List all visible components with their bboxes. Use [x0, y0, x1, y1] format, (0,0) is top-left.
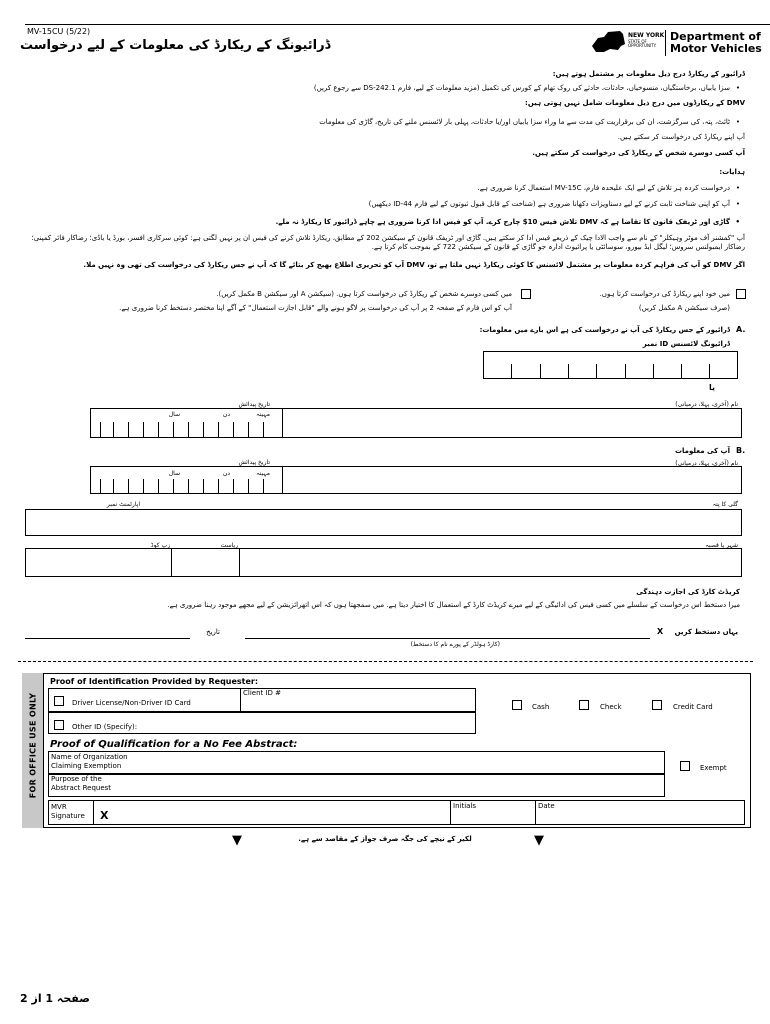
dept-name-line2: Motor Vehicles [670, 42, 762, 55]
zip-label: زپ کوڈ [150, 542, 170, 549]
credit-card-checkbox[interactable] [652, 700, 662, 710]
proof-id-heading: Proof of Identification Provided by Requester: [50, 677, 259, 686]
license-cell-divider [511, 364, 512, 379]
b-month-label: مہینہ [256, 470, 270, 477]
street-address-input[interactable] [25, 509, 742, 536]
mvr-x-mark: X [100, 809, 109, 822]
office-use-sidebar [22, 673, 44, 828]
organization-label: Name of Organization Claiming Exemption [51, 753, 128, 770]
down-arrow-icon: ▼ [534, 833, 544, 848]
credit-heading: کریڈٹ کارڈ کی اجازت دہندگی [636, 588, 740, 596]
date-cell-divider [158, 479, 159, 494]
organization-row [48, 751, 665, 774]
a-day-label: دن [222, 411, 230, 418]
date-cell-divider [188, 479, 189, 494]
form-title: ڈرائیونگ کے ریکارڈ کی معلومات کے لیے درخواست [20, 38, 331, 53]
instruction-3: • گاڑی اور ٹریفک قانون کا تقاضا ہے کہ DMV تلاش فیس 10$ چارج کرے. آپ کو فیس ادا کرنا ضروری ہے چاہے ڈرائیور کا ریکارڈ نہ ملے. [200, 218, 730, 227]
fee-paragraph: آپ "کمشنر آف موٹر وہیکلز" کے نام سے واجب الادا چیک کے ذریعے فیس ادا کر سکتے ہیں. گاڑی اور ٹریفک قانون کے سیکشن 202 کے مطابق، ریکارڈ تلاش کرنے کی فیس ان پر نہیں لگتی ہے: کوئی سرکاری افسر، بورڈ یا باڈی؛ رضاکار فائر کمپنی؛ رضاکار ایمبولنس سروس؛ لیگل ایڈ بیورو، سوسائٹی یا پرائیوٹ ادارہ جو گاڑی کے قانون کے سیکشن 722 کے بموجب کام کرتا ہے. [31, 234, 745, 251]
section-b-heading: آپ کی معلومات [675, 447, 730, 455]
license-id-label: ڈرائیونگ لائسنس ID نمبر [642, 340, 730, 348]
date-cell-divider [113, 422, 114, 438]
date-cell-divider [218, 422, 219, 438]
credit-card-label: Credit Card [673, 703, 713, 711]
initials-label: Initials [453, 802, 477, 810]
date-cell-divider [113, 479, 114, 494]
other-record-label: میں کسی دوسرے شخص کے ریکارڈ کی درخواست کرتا ہوں. (سیکشن A اور سیکشن B مکمل کریں). [216, 290, 512, 298]
date-cell-divider [173, 422, 174, 438]
date-cell-divider [233, 422, 234, 438]
ny-state-logo [590, 28, 670, 58]
date-label: تاریخ [206, 628, 220, 636]
a-year-label: سال [168, 411, 180, 418]
logo-text-mid: STATE OF [628, 39, 647, 44]
date-cell-divider [158, 422, 159, 438]
form-number: MV-15CU (5/22) [27, 27, 91, 36]
cardholder-note: (کارڈ ہولڈر کے پورے نام کا دستخط) [410, 641, 500, 648]
license-cell-divider [709, 364, 710, 379]
dept-name-line1: Department of [670, 30, 761, 43]
other-record-note: آپ کو اس فارم کے صفحہ 2 پر آپ کی درخواست پر لاگو ہونے والے "قابل اجازت استعمال" کے آگے اپنا مختصر دستخط کرنا ضروری ہے. [119, 304, 512, 312]
includes-heading: ڈرائیور کے ریکارڈ درج ذیل معلومات پر مشتمل ہوتے ہیں: [552, 70, 745, 78]
signature-line[interactable] [245, 638, 650, 639]
date-cell-divider [248, 479, 249, 494]
client-id-label: Client ID # [243, 689, 282, 697]
state-label: ریاست [220, 542, 238, 549]
date-cell-divider [173, 479, 174, 494]
dl-checkbox[interactable] [54, 696, 64, 706]
office-use-label: FOR OFFICE USE ONLY [28, 692, 38, 799]
license-cell-divider [540, 364, 541, 379]
line-self: آپ اپنے ریکارڈ کی درخواست کر سکتے ہیں. [617, 133, 745, 141]
self-record-label: میں خود اپنے ریکارڈ کی درخواست کرتا ہوں. [599, 290, 730, 298]
date-cell-divider [203, 422, 204, 438]
instruction-1: • درخواست کردہ ہر تلاش کے لیے ایک علیحدہ فارم، MV-15C استعمال کرنا ضروری ہے. [300, 184, 730, 193]
date-cell-divider [128, 479, 129, 494]
excludes-heading: DMV کے ریکارڈوں میں درج ذیل معلومات شامل نہیں ہوتی ہیں: [525, 99, 745, 107]
b-dob-label: تاریخ پیدائش [238, 459, 270, 466]
a-dob-label: تاریخ پیدائش [238, 401, 270, 408]
license-cell-divider [596, 364, 597, 379]
check-label: Check [600, 703, 622, 711]
mvr-signature-label: MVR Signature [51, 803, 85, 820]
includes-item: • سزا یابیاں، برخاستگیاں، منسوخیاں، حادثات، حادثے کی روک تھام کے کورس کی تکمیل (مزید معلومات کے لیے، فارم DS-242.1 سے رجوع کریں) [150, 84, 730, 93]
logo-text-top: NEW YORK [628, 32, 665, 39]
date-cell-divider [263, 479, 264, 494]
credit-date-line[interactable] [25, 638, 190, 639]
section-b-letter: B. [736, 446, 746, 455]
cash-checkbox[interactable] [512, 700, 522, 710]
license-cell-divider [653, 364, 654, 379]
page-number: صفحہ 1 از 2 [20, 992, 90, 1005]
mvr-date-label: Date [538, 802, 555, 810]
b-day-label: دن [222, 470, 230, 477]
purpose-label: Purpose of the Abstract Request [51, 775, 112, 792]
date-cell-divider [188, 422, 189, 438]
street-label: گلی کا پتہ [712, 501, 738, 508]
not-found-paragraph: اگر DMV کو آپ کی فراہم کردہ معلومات پر مشتمل لائسنس کا کوئی ریکارڈ نہیں ملتا ہے تو، DMV آپ کو تحریری اطلاع بھیج کر بتائے گا کہ آپ نے جس ریکارڈ کی درخواست کی تھی وہ نہیں ملا. [83, 261, 745, 269]
qualification-heading: Proof of Qualification for a No Fee Abstract: [50, 739, 298, 750]
line-below-note: لکیر کے نیچے کی جگہ صرف جواز کے مقاصد سے ہے. [298, 835, 472, 843]
exempt-checkbox[interactable] [680, 761, 690, 771]
other-id-checkbox[interactable] [54, 720, 64, 730]
city-label: شہر یا قصبہ [705, 542, 738, 549]
section-a-heading: ڈرائیور کے جس ریکارڈ کی آپ نے درخواست کی ہے اس بارے میں معلومات: [479, 326, 730, 334]
mvr-row [48, 800, 745, 825]
dl-label: Driver License/Non-Driver ID Card [72, 699, 191, 707]
line-other: آپ کسی دوسرے شخص کے ریکارڈ کی درخواست کر سکتے ہیں. [532, 149, 745, 157]
section-a-letter: A. [736, 325, 746, 334]
self-record-checkbox[interactable] [736, 289, 746, 299]
credit-text: میرا دستخط اس درخواست کے سلسلے میں کسی فیس کی ادائیگی کے لیے میرے کریڈٹ کارڈ کے استعمال کا اختیار دیتا ہے. میں سمجھتا ہوں کہ اس اتھرائزیشن کے لیے مجھے موجود رہنا ضروری ہے. [167, 601, 740, 609]
instructions-heading: ہدایات: [719, 168, 745, 176]
date-cell-divider [233, 479, 234, 494]
check-checkbox[interactable] [579, 700, 589, 710]
license-cell-divider [568, 364, 569, 379]
or-label: یا [709, 383, 716, 392]
apt-label: اپارٹمنٹ نمبر [106, 501, 140, 508]
sign-here-label: یہاں دستخط کریں [674, 628, 738, 636]
date-cell-divider [263, 422, 264, 438]
a-month-label: مہینہ [256, 411, 270, 418]
date-cell-divider [143, 422, 144, 438]
a-name-label: نام (آخری، پہلا، درمیانی) [675, 401, 738, 408]
license-id-input[interactable] [483, 351, 738, 379]
date-cell-divider [143, 479, 144, 494]
date-cell-divider [128, 422, 129, 438]
date-cell-divider [100, 422, 101, 438]
self-record-note: (صرف سیکشن A مکمل کریں) [638, 304, 730, 312]
license-cell-divider [625, 364, 626, 379]
date-cell-divider [248, 422, 249, 438]
cash-label: Cash [532, 703, 550, 711]
excludes-item: • ٹائٹ، پتہ، کی سرگزشت، ان کی برقراریت کی مدت سے ما وراء سزا یابیاں اور/یا حادثات، پہلی بار لائسنس ملنے کی تاریخ، گاڑی کی معلومات [150, 118, 730, 127]
exempt-label: Exempt [700, 764, 727, 772]
date-cell-divider [203, 479, 204, 494]
b-name-label: نام (آخری، پہلا، درمیانی) [675, 460, 738, 467]
down-arrow-icon: ▼ [232, 833, 242, 848]
city-state-zip-input[interactable] [25, 548, 742, 577]
date-cell-divider [100, 479, 101, 494]
instruction-2: • آپ کو اپنی شناخت ثابت کرنے کے لیے دستاویزات دکھانا ضروری ہے (شناخت کے قابل قبول ثبوتوں کے لیے فارم ID-44 دیکھیں) [250, 200, 730, 209]
other-id-label: Other ID (Specify): [72, 723, 138, 731]
b-year-label: سال [168, 470, 180, 477]
logo-text-bot: OPPORTUNITY. [628, 43, 657, 48]
other-record-checkbox[interactable] [521, 289, 531, 299]
license-cell-divider [681, 364, 682, 379]
purpose-row [48, 774, 665, 797]
sign-x-mark: X [657, 627, 664, 636]
date-cell-divider [218, 479, 219, 494]
